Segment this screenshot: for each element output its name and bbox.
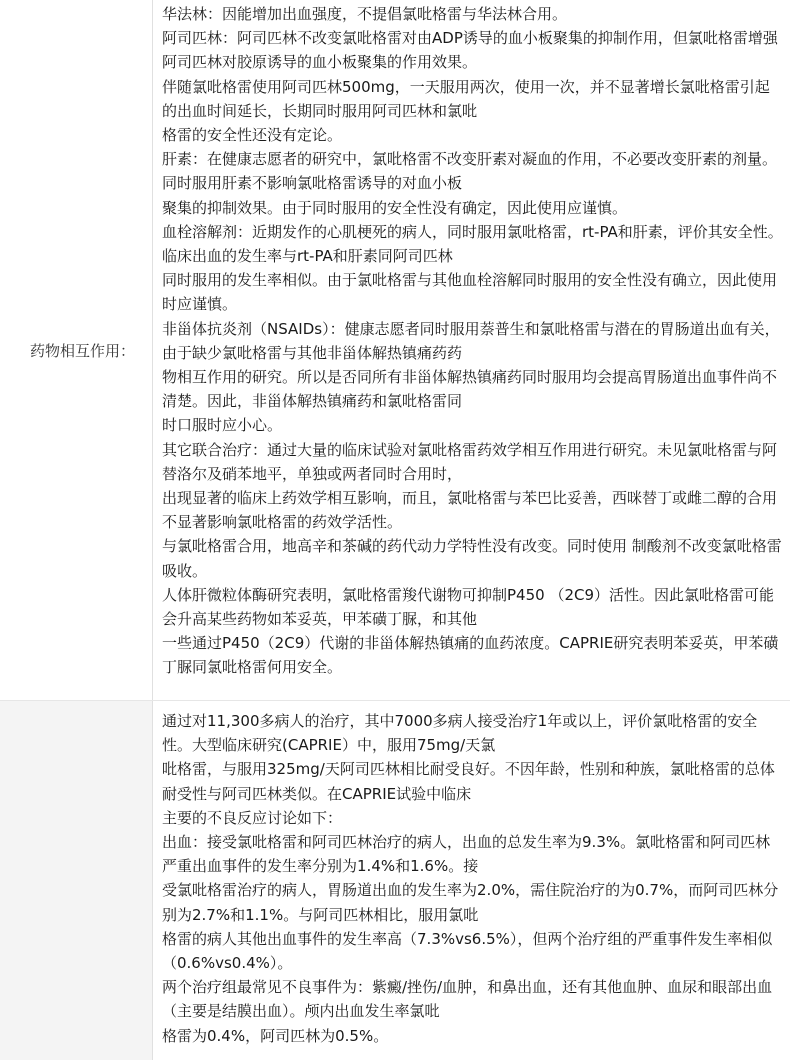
row-label-drug-interactions [0, 0, 152, 700]
paragraph: 一些通过P450（2C9）代谢的非甾体解热镇痛的血药浓度。CAPRIE研究表明苯妥英，甲苯磺丁脲同氯吡格雷何用安全。 [162, 634, 779, 677]
row-adverse-reactions [0, 700, 790, 1060]
paragraph: 主要的不良反应讨论如下： [162, 808, 343, 827]
paragraph: 人体肝微粒体酶研究表明，氯吡格雷羧代谢物可抑制P450 （2C9）活性。因此氯吡格雷可能会升高某些药物如苯妥英，甲苯磺丁脲，和其他 [162, 585, 775, 629]
row-label-text: 药物相互作用： [30, 341, 136, 360]
paragraph: 格雷的安全性还没有定论。 [162, 126, 343, 145]
paragraph: 同时服用的发生率相似。由于氯吡格雷与其他血栓溶解同时服用的安全性没有确立，因此使用时应谨慎。 [162, 271, 778, 314]
paragraph: 其它联合治疗：通过大量的临床试验对氯吡格雷药效学相互作用进行研究。未见氯吡格雷与阿替洛尔及硝苯地平，单独或两者同时合用时， [162, 440, 778, 483]
paragraph: 受氯吡格雷治疗的病人，胃肠道出血的发生率为2.0%，需住院治疗的为0.7%，而阿司匹林分别为2.7%和1.1%。与阿司匹林相比，服用氯吡 [162, 881, 779, 924]
paragraph: 血栓溶解剂：近期发作的心肌梗死的病人，同时服用氯吡格雷，rt-PA和肝素，评价其安全性。临床出血的发生率与rt-PA和肝素同阿司匹林 [162, 222, 783, 266]
paragraph: 伴随氯吡格雷使用阿司匹林500mg，一天服用两次，使用一次，并不显著增长氯吡格雷引起的出血时间延长，长期同时服用阿司匹林和氯吡 [162, 77, 770, 120]
paragraph: 阿司匹林：阿司匹林不改变氯吡格雷对由ADP诱导的血小板聚集的抑制作用，但氯吡格雷增强阿司匹林对胶原诱导的血小板聚集的作用效果。 [162, 29, 778, 72]
paragraph: 通过对11,300多病人的治疗，其中7000多病人接受治疗1年或以上，评价氯吡格雷的安全性。大型临床研究(CAPRIE）中，服用75mg/天氯 [162, 712, 758, 755]
paragraph: 聚集的抑制效果。由于同时服用的安全性没有确定，因此使用应谨慎。 [162, 198, 628, 217]
row-label-adverse-reactions [0, 701, 152, 1060]
paragraph: 非甾体抗炎剂（NSAIDs）：健康志愿者同时服用萘普生和氯吡格雷与潜在的胃肠道出血有关，由于缺少氯吡格雷与其他非甾体解热镇痛药药 [162, 319, 780, 362]
paragraph: 格雷为0.4%，阿司匹林为0.5%。 [162, 1026, 389, 1045]
paragraph: 时口服时应小心。 [162, 416, 283, 435]
paragraph: 华法林：因能增加出血强度，不提倡氯吡格雷与华法林合用。 [162, 5, 568, 23]
row-content-drug-interactions [153, 0, 790, 700]
paragraph: 与氯吡格雷合用，地高辛和茶碱的药代动力学特性没有改变。同时使用 制酸剂不改变氯吡格雷吸收。 [162, 537, 782, 580]
row-content-adverse-reactions [153, 701, 790, 1060]
paragraph: 出血：接受氯吡格雷和阿司匹林治疗的病人，出血的总发生率为9.3%。氯吡格雷和阿司匹林严重出血事件的发生率分别为1.4%和1.6%。接 [162, 833, 771, 876]
paragraph: 出现显著的临床上药效学相互影响，而且，氯吡格雷与苯巴比妥善，西咪替丁或雌二醇的合用不显著影响氯吡格雷的药效学活性。 [162, 489, 778, 532]
paragraph: 物相互作用的研究。所以是否同所有非甾体解热镇痛药同时服用均会提高胃肠道出血事件尚不清楚。因此，非甾体解热镇痛药和氯吡格雷同 [162, 368, 778, 411]
paragraph: 格雷的病人其他出血事件的发生率高（7.3%vs6.5%），但两个治疗组的严重事件发生率相似（0.6%vs0.4%）。 [162, 929, 773, 973]
paragraph: 两个治疗组最常见不良事件为：紫癜/挫伤/血肿，和鼻出血，还有其他血肿、血尿和眼部出血（主要是结膜出血）。颅内出血发生率氯吡 [162, 978, 773, 1021]
paragraph: 肝素：在健康志愿者的研究中，氯吡格雷不改变肝素对凝血的作用，不必要改变肝素的剂量。同时服用肝素不影响氯吡格雷诱导的对血小板 [162, 150, 778, 193]
paragraph: 吡格雷，与服用325mg/天阿司匹林相比耐受良好。不因年龄，性别和种族，氯吡格雷的总体耐受性与阿司匹林类似。在CAPRIE试验中临床 [162, 760, 775, 803]
